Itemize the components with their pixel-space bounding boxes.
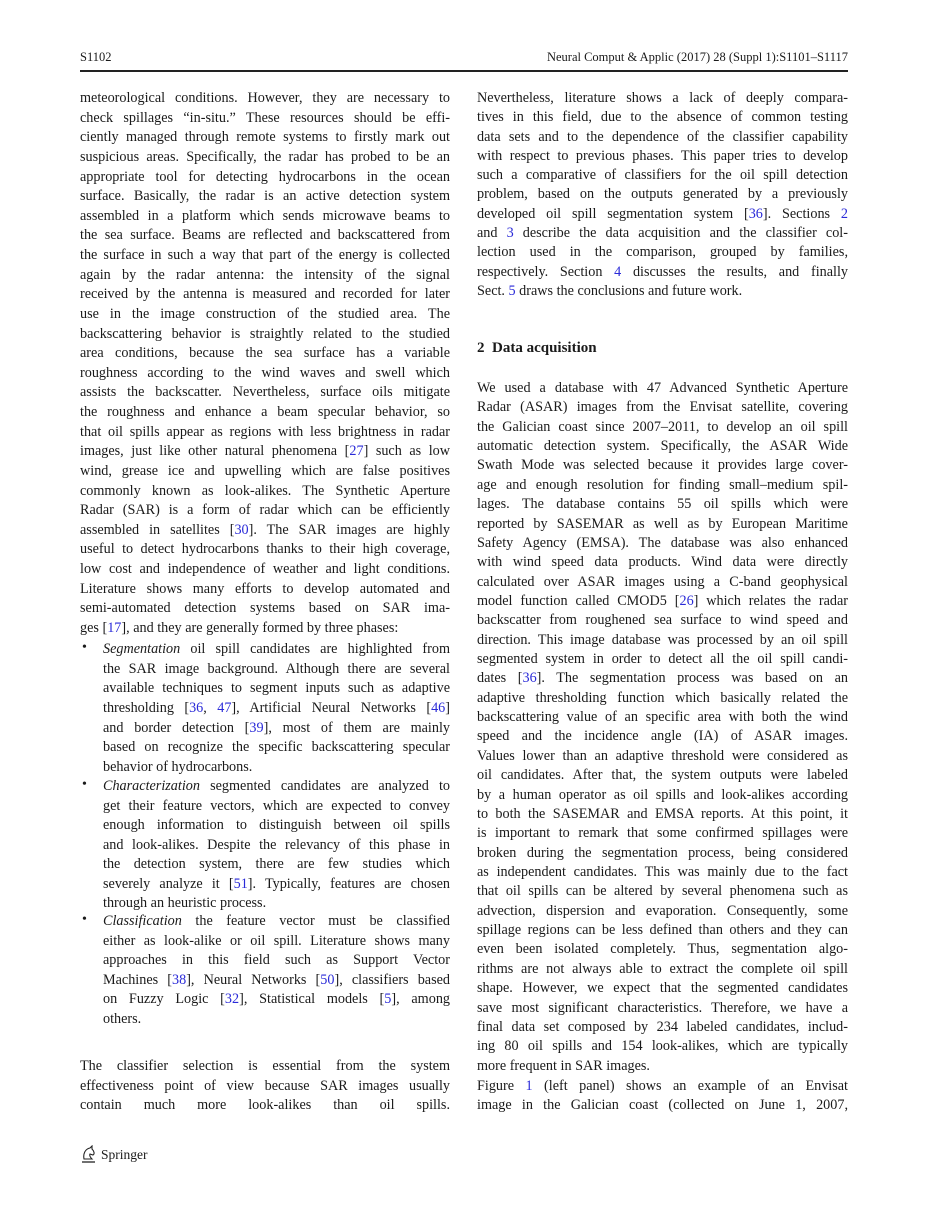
text-run: adaptive thresholding function which basically related the	[477, 689, 848, 706]
text-line	[80, 148, 450, 168]
text-line	[80, 168, 450, 188]
text-line	[80, 285, 450, 305]
citation-link[interactable]: 39	[249, 719, 264, 736]
text-run: ], Neural Networks [	[186, 971, 321, 988]
text-run: final data set composed by 234 labeled candidates, includ-	[477, 1018, 848, 1035]
text-line	[477, 611, 848, 630]
text-run: as independent candidates. This was mainly due to the fact	[477, 863, 848, 880]
text-run: Radar (ASAR) images from the Envisat satellite, covering	[477, 399, 848, 416]
text-run: Safety Agency (EMSA). The database was also enhanced	[477, 534, 848, 551]
text-run: ] such as low	[363, 443, 450, 460]
text-run: severely analyze it [	[103, 875, 234, 892]
text-run: get their feature vectors, which are expected to convey	[103, 797, 450, 814]
text-run: model function called CMOD5 [	[477, 592, 680, 609]
text-line	[80, 462, 450, 482]
running-header: Neural Comput & Applic (2017) 28 (Suppl 1):S1101–S1117	[546, 50, 848, 64]
text-line	[477, 476, 848, 495]
text-run: image in the Galician coast (collected on June 1, 2007,	[477, 1097, 848, 1114]
text-run: speed and the incidence angle (IA) of ASAR images.	[477, 728, 848, 745]
text-line	[103, 875, 450, 895]
text-run: assists the backscatter. Nevertheless, surface oils mitigate	[80, 384, 450, 401]
text-line	[477, 456, 848, 475]
text-line	[80, 580, 450, 600]
text-line	[103, 836, 450, 856]
text-run: ], Artificial Neural Networks [	[231, 699, 432, 716]
citation-link[interactable]: 3	[506, 225, 514, 242]
text-run: describe the data acquisition and the classifier col-	[513, 225, 848, 242]
text-line	[477, 824, 848, 843]
text-line	[477, 166, 848, 185]
text-line	[80, 109, 450, 129]
text-run: either as look-alike or oil spill. Literature shows many	[103, 932, 450, 949]
text-line	[103, 855, 450, 875]
text-line	[80, 501, 450, 521]
left-paragraph-1	[80, 89, 450, 639]
text-run: contain much more look-alikes than oil spills.	[80, 1097, 450, 1113]
text-run: such a comparative of classifiers for the oil spill detection	[477, 167, 848, 184]
text-run: data sets and to the dependence of the classifier capability	[477, 128, 848, 145]
text-run: draws the conclusions and future work.	[515, 282, 743, 299]
text-line	[103, 932, 450, 952]
citation-link[interactable]: 30	[234, 521, 249, 538]
text-run: respectively. Section	[477, 263, 615, 280]
citation-link[interactable]: 5	[508, 282, 516, 299]
text-run: behavior of hydrocarbons.	[103, 758, 253, 775]
text-run: lages. The database contains 55 oil spills which were	[477, 496, 848, 513]
bullet-icon: •	[82, 912, 87, 927]
bullet-segmentation	[103, 640, 450, 777]
text-run: discusses the results, and finally	[621, 263, 848, 280]
text-run: that oil spills can be altered by several phenomena such as	[477, 883, 848, 900]
text-run: ]. Sections	[762, 205, 841, 222]
text-run: the roughness and enhance a beam specular behavior, so	[80, 404, 450, 420]
text-line	[80, 207, 450, 227]
text-line	[477, 882, 848, 901]
text-run: the surface in such a way that part of the energy is collected	[80, 247, 450, 263]
citation-link[interactable]: 36	[748, 205, 763, 222]
text-line	[477, 805, 848, 824]
text-run: enough information to distinguish between oil spills	[103, 817, 450, 833]
text-run: ], and they are generally formed by three phases:	[121, 619, 399, 636]
text-line	[103, 990, 450, 1010]
citation-link[interactable]: 26	[679, 592, 694, 609]
text-run: ], classifiers based	[334, 971, 450, 988]
text-run: semi-automated detection systems based on SAR ima-	[80, 600, 450, 617]
bullet-icon: •	[82, 640, 87, 655]
text-line	[103, 1010, 450, 1030]
text-run: developed oil spill segmentation system [	[477, 205, 749, 222]
right-paragraph-1	[477, 89, 848, 301]
text-line	[477, 418, 848, 437]
citation-link[interactable]: 36	[189, 699, 204, 716]
page-number: S1102	[80, 50, 112, 64]
text-run: with respect to previous phases. This paper tries to develop	[477, 147, 848, 164]
text-run: assembled in satellites [	[80, 521, 235, 538]
text-line	[80, 246, 450, 266]
text-run: Swath Mode was selected because it provides large cover-	[477, 457, 848, 474]
term-italic: Segmentation	[103, 641, 181, 657]
text-run: appropriate tool for detecting hydrocarbons in the ocean	[80, 168, 450, 185]
text-run: more frequent in SAR images.	[477, 1057, 650, 1074]
text-run: advection, dispersion and evaporation. Consequently, some	[477, 902, 848, 919]
left-paragraph-2	[80, 1057, 450, 1116]
text-run: the detection system, there are few studies which	[103, 856, 450, 872]
text-run: ]. The SAR images are highly	[248, 521, 450, 538]
text-line	[477, 534, 848, 553]
citation-link[interactable]: 2	[840, 205, 848, 222]
text-line	[477, 495, 848, 514]
text-run: area conditions, because the sea surface has a variable	[80, 345, 450, 362]
text-run: roughness according to the wind waves and swell which	[80, 364, 450, 381]
text-line	[477, 960, 848, 979]
text-line	[477, 1018, 848, 1037]
text-run: ]. Typically, features are chosen	[247, 875, 450, 892]
text-line	[477, 128, 848, 147]
footer	[80, 1145, 148, 1164]
text-run: the SAR image background. Although there are several	[103, 660, 450, 677]
text-run: approaches in this field such as Support Vector	[103, 952, 450, 968]
text-run: (left panel) shows an example of an Envisat	[532, 1078, 848, 1094]
text-run: direction. This image database was processed by an oil spill	[477, 631, 848, 648]
citation-link[interactable]: 27	[349, 443, 364, 460]
text-run: use in the image construction of the studied area. The	[80, 305, 450, 322]
right-paragraph-3	[477, 1077, 848, 1116]
text-line	[80, 599, 450, 619]
text-line	[80, 383, 450, 403]
text-run: problem, based on the outputs generated by a previously	[477, 186, 848, 203]
text-run: lection used in the comparison, grouped by families,	[477, 244, 848, 261]
text-run: Literature shows many efforts to develop automated and	[80, 580, 450, 597]
text-run: segmented candidates are analyzed to	[199, 778, 450, 794]
text-line	[477, 243, 848, 262]
text-run: and border detection [	[103, 719, 250, 736]
text-run: ]	[445, 699, 450, 716]
text-run: Figure	[477, 1078, 526, 1094]
text-run: surface. Basically, the radar is an active detection system	[80, 188, 450, 205]
text-line	[477, 940, 848, 959]
text-run: oil candidates. After that, the system outputs were labeled	[477, 767, 848, 784]
text-line	[103, 971, 450, 991]
text-line	[103, 894, 450, 914]
text-run: on Fuzzy Logic [	[103, 991, 225, 1007]
text-run: effectiveness point of view because SAR images usually	[80, 1077, 450, 1094]
text-run: suspicious areas. Specifically, the radar has probed to be an	[80, 148, 450, 165]
text-line	[103, 797, 450, 817]
text-line	[80, 423, 450, 443]
text-run: The classifier selection is essential from the system	[80, 1058, 450, 1074]
text-run: ], most of them are mainly	[263, 719, 451, 736]
text-line	[80, 482, 450, 502]
text-run: with wind speed data products. Wind data were directly	[477, 554, 848, 571]
citation-link[interactable]: 38	[172, 971, 187, 988]
text-run: calculated over ASAR images using a C-band geophysical	[477, 573, 848, 590]
text-run: Machines [	[103, 971, 172, 988]
text-run: thresholding [	[103, 699, 190, 716]
text-run: We used a database with 47 Advanced Synthetic Aperture	[477, 380, 848, 396]
text-line	[477, 147, 848, 166]
text-line	[80, 364, 450, 384]
citation-link[interactable]: 1	[525, 1078, 533, 1094]
text-line	[477, 224, 848, 243]
text-line	[80, 128, 450, 148]
text-line	[103, 777, 450, 797]
text-run: ges [	[80, 619, 108, 636]
text-line	[477, 786, 848, 805]
text-line	[80, 305, 450, 325]
citation-link[interactable]: 5	[384, 991, 392, 1007]
text-run: that oil spills appear as regions with less brightness in radar	[80, 423, 450, 440]
text-line	[80, 325, 450, 345]
text-line	[80, 344, 450, 364]
text-run: Nevertheless, literature shows a lack of deeply compara-	[477, 90, 848, 106]
text-run: Radar (SAR) is a form of radar which can be efficiently	[80, 502, 450, 519]
text-run: to both the SASEMAR and EMSA reports. At this point, it	[477, 805, 848, 822]
text-run: backscattering behavior is straightly related to the studied	[80, 325, 450, 342]
citation-link[interactable]: 4	[614, 263, 622, 280]
text-run: available techniques to segment inputs such as adaptive	[103, 680, 450, 697]
right-paragraph-2	[477, 379, 848, 1076]
text-line	[103, 951, 450, 971]
text-run: broken during the segmentation process, being considered	[477, 844, 848, 861]
citation-link[interactable]: 17	[107, 619, 122, 636]
text-run: ], among	[391, 991, 451, 1007]
text-run: save most significant characteristics. Therefore, we have a	[477, 999, 848, 1016]
term-italic: Characterization	[103, 778, 200, 794]
text-run: age and enough resolution for finding small–medium spil-	[477, 476, 848, 493]
text-run: Values lower than an adaptive threshold were considered as	[477, 747, 848, 764]
text-line	[103, 719, 450, 739]
text-line	[477, 573, 848, 592]
text-line	[80, 226, 450, 246]
bullet-characterization	[103, 777, 450, 914]
text-line	[477, 89, 848, 108]
text-line	[80, 442, 450, 462]
text-run: ] which relates the radar	[693, 592, 849, 609]
text-line	[80, 1057, 450, 1077]
text-run: others.	[103, 1010, 142, 1027]
text-line	[477, 379, 848, 398]
text-line	[477, 669, 848, 688]
text-run: useful to detect hydrocarbons thanks to their high coverage,	[80, 541, 450, 558]
text-line	[477, 592, 848, 611]
term-italic: Classification	[103, 913, 182, 929]
text-run: backscatter from roughened sea surface to wind speed and	[477, 612, 848, 629]
text-run: ,	[203, 699, 218, 716]
text-run: spillage regions can be less defined than others and they can	[477, 922, 848, 939]
text-line	[477, 1096, 848, 1115]
text-run: segmented system in order to detect all the oil spill candi-	[477, 651, 848, 668]
text-line	[103, 699, 450, 719]
text-line	[103, 640, 450, 660]
text-line	[80, 540, 450, 560]
section-heading: 2 Data acquisition	[477, 340, 597, 356]
text-run: assembled in a platform which sends microwave beams to	[80, 207, 450, 224]
text-run: again by the radar antenna: the intensity of the signal	[80, 266, 450, 283]
text-line	[477, 902, 848, 921]
text-line	[477, 863, 848, 882]
text-run: meteorological conditions. However, they are necessary to	[80, 90, 450, 106]
springer-horse-icon	[80, 1145, 97, 1164]
text-line	[80, 619, 450, 639]
text-line	[477, 185, 848, 204]
bullet-icon: •	[82, 777, 87, 792]
text-run: wind, grease ice and upwelling which are false positives	[80, 462, 450, 479]
text-line	[477, 282, 848, 301]
text-line	[103, 679, 450, 699]
text-line	[103, 738, 450, 758]
header-rule	[80, 70, 848, 72]
text-run: even been isolated completely. Thus, segmentation algo-	[477, 941, 848, 958]
text-line	[477, 263, 848, 282]
text-line	[103, 660, 450, 680]
text-run: ], Statistical models [	[239, 991, 385, 1007]
text-line	[477, 766, 848, 785]
text-run: check spillages “in-situ.” These resources should be effi-	[80, 109, 450, 126]
text-line	[80, 521, 450, 541]
citation-link[interactable]: 51	[233, 875, 248, 892]
text-line	[80, 1096, 450, 1116]
text-line	[80, 403, 450, 423]
citation-link[interactable]: 47	[217, 699, 232, 716]
text-line	[477, 979, 848, 998]
text-line	[477, 108, 848, 127]
citation-link[interactable]: 46	[431, 699, 446, 716]
text-run: tives in this field, due to the absence of common testing	[477, 109, 848, 126]
text-line	[477, 1057, 848, 1076]
text-run: reported by SASEMAR as well as by European Maritime	[477, 515, 848, 532]
text-line	[477, 650, 848, 669]
text-line	[477, 515, 848, 534]
text-run: the sea surface. Beams are reflected and backscattered from	[80, 227, 450, 244]
text-line	[477, 1037, 848, 1056]
text-line	[477, 689, 848, 708]
text-run: and	[477, 225, 507, 242]
text-run: Sect.	[477, 282, 509, 299]
text-run: dates [	[477, 670, 523, 687]
citation-link[interactable]: 36	[522, 670, 537, 687]
text-run: commonly known as look-alikes. The Synthetic Aperture	[80, 482, 450, 499]
text-run: images, just like other natural phenomena [	[80, 443, 350, 460]
text-line	[80, 560, 450, 580]
publisher-name: Springer	[101, 1146, 148, 1162]
text-line	[103, 758, 450, 778]
text-line	[477, 708, 848, 727]
text-run: ]. The segmentation process was based on an	[536, 670, 848, 687]
text-line	[477, 631, 848, 650]
bullet-classification	[103, 912, 450, 1029]
text-line	[103, 912, 450, 932]
text-run: through an heuristic process.	[103, 895, 267, 911]
text-line	[477, 844, 848, 863]
text-line	[80, 266, 450, 286]
text-line	[80, 89, 450, 109]
text-run: and look-alikes. Despite the relevancy of this phase in	[103, 836, 450, 853]
text-run: ing 80 oil spills and 154 look-alikes, which are typically	[477, 1038, 848, 1055]
text-line	[80, 187, 450, 207]
text-line	[477, 921, 848, 940]
text-run: oil spill candidates are highlighted from	[180, 641, 450, 657]
text-run: the feature vector must be classified	[181, 913, 450, 929]
text-run: based on recognize the specific backscattering specular	[103, 739, 450, 756]
text-run: backscattering value of an specific area with both the wind	[477, 709, 848, 726]
text-line	[477, 553, 848, 572]
text-run: rithms are not always able to extract the complete oil spill	[477, 960, 848, 977]
text-run: is important to remark that some confirmed spillages were	[477, 825, 848, 842]
text-line	[477, 1077, 848, 1096]
text-run: ciently managed through remote systems to firstly mark out	[80, 129, 450, 146]
text-line	[80, 1077, 450, 1097]
text-run: by a human operator as oil spills and look-alikes according	[477, 786, 848, 803]
citation-link[interactable]: 50	[320, 971, 335, 988]
text-run: shape. However, we expect that the segmented candidates	[477, 980, 848, 997]
text-line	[477, 999, 848, 1018]
text-line	[477, 205, 848, 224]
text-run: received by the antenna is measured and recorded for later	[80, 286, 450, 303]
text-line	[477, 747, 848, 766]
text-line	[477, 398, 848, 417]
text-run: the Galician coast since 2007–2011, to develop an oil spill	[477, 418, 848, 435]
citation-link[interactable]: 32	[224, 991, 240, 1007]
text-run: automatic detection system. Specifically, the ASAR Wide	[477, 438, 848, 455]
text-line	[477, 727, 848, 746]
text-run: low cost and independence of weather and light conditions.	[80, 561, 450, 577]
text-line	[477, 437, 848, 456]
text-line	[103, 816, 450, 836]
